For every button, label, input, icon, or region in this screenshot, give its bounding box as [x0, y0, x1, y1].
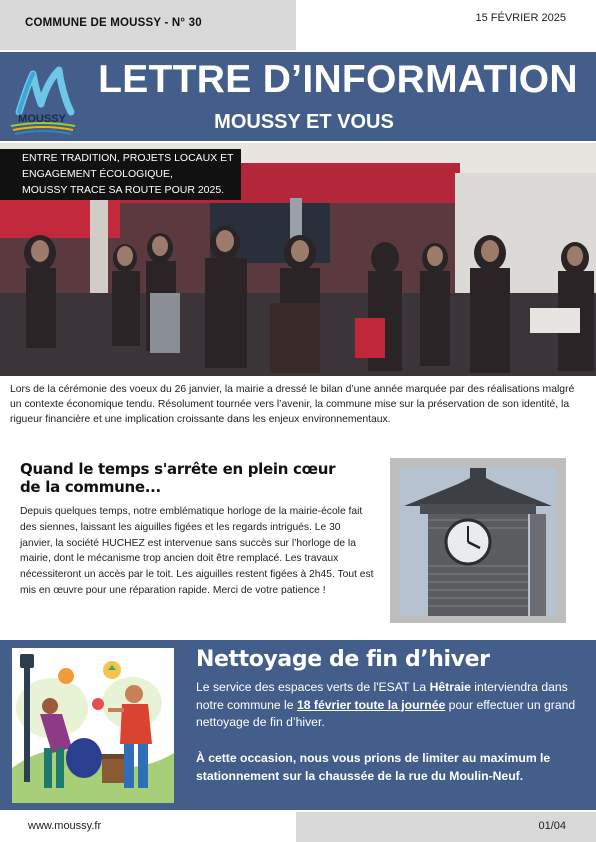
volunteers-cleaning-icon [12, 648, 174, 803]
clock-tower-photo [390, 458, 566, 623]
ceremony-photo [0, 143, 596, 376]
top-bar [0, 0, 596, 50]
cleaning-date: 18 février toute la journée [296, 697, 446, 712]
masthead-banner [0, 52, 596, 141]
cleaning-paragraph-2: À cette occasion, nous vous prions de limiter au maximum le stationnement sur la chaussée de la rue du Moulin-Neuf. [196, 751, 551, 783]
article-body: Depuis quelques temps, notre emblématique horloge de la mairie-école fait des siennes, laissant les aiguilles figées et les regards intrigués. Le 30 janvier, la société HUCHEZ est intervenue sans succès sur l’horloge de la mairie, dont le mécanisme trop ancien doit être remplacé. Les travaux nécessiteront un accès par le toit. Les aiguilles restent figées à 2h45. Tout est mis en œuvre pour une réparation rapide. Merci de votre patience ! [20, 506, 374, 596]
caption-line-1: ENTRE TRADITION, PROJETS LOCAUX ET ENGAGEMENT ÉCOLOGIQUE, [22, 152, 234, 180]
page-footer [0, 812, 596, 842]
moussy-logo [5, 60, 81, 136]
caption-line-2: MOUSSY TRACE SA ROUTE POUR 2025. [22, 184, 225, 196]
newsletter-subtitle: MOUSSY ET VOUS [214, 111, 394, 133]
article-title: Quand le temps s'arrête en plein cœur de la commune... [20, 460, 336, 496]
cleaning-p1-part-e: pour effectuer un grand nettoyage de fin d’hiver. [196, 697, 576, 729]
page-number: 01/04 [538, 820, 566, 832]
website-link[interactable]: www.moussy.fr [28, 820, 102, 832]
cleaning-paragraph-1 [196, 679, 588, 732]
esat-name: Hêtraie [429, 680, 471, 694]
cleaning-p1-part-a: Le service des espaces verts de l'ESAT La [196, 680, 430, 694]
issue-date: 15 FÉVRIER 2025 [475, 12, 566, 24]
photo-caption [0, 149, 241, 200]
cleaning-section [0, 640, 596, 810]
intro-paragraph: Lors de la cérémonie des voeux du 26 janvier, la mairie a dressé le bilan d’une année marquée par des réalisations malgré un contexte économique tendu. Résolument tournée vers l’avenir, la commune mise sur la préservation de son identité, la rigueur financière et une implication croissante dans les enjeux environnementaux. [10, 384, 575, 425]
clock-tower-illustration [390, 458, 566, 623]
cleaning-illustration [12, 648, 174, 803]
logo-text: MOUSSY [18, 113, 66, 125]
cleaning-p1-part-c: interviendra dans notre commune le [196, 680, 568, 712]
newsletter-title: LETTRE D’INFORMATION [98, 58, 578, 101]
issue-label: COMMUNE DE MOUSSY - N° 30 [25, 17, 202, 29]
issue-band [0, 0, 296, 50]
cleaning-title: Nettoyage de fin d’hiver [196, 647, 490, 672]
